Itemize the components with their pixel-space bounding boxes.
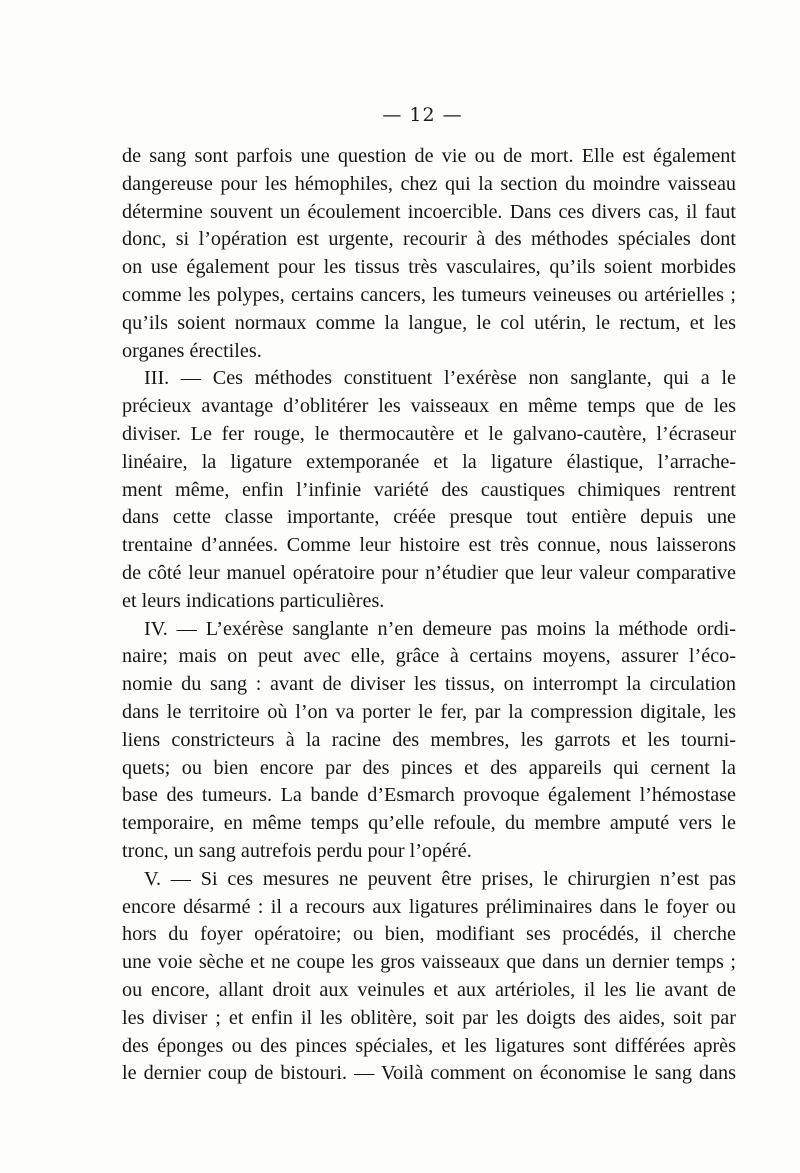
text-line: dans cette classe importante, créée presque tout entière depuis une <box>122 506 736 529</box>
text-line: III. — Ces méthodes constituent l’exérèse non sanglante, qui a le <box>144 367 736 390</box>
text-line: V. — Si ces mesures ne peuvent être prises, le chirurgien n’est pas <box>144 867 736 890</box>
text-line: nomie du sang : avant de diviser les tissus, on interrompt la circulation <box>122 673 736 696</box>
text-line: qu’ils soient normaux comme la langue, le col utérin, le rectum, et les <box>122 311 736 334</box>
text-line: le dernier coup de bistouri. — Voilà comment on économise le sang dans <box>122 1062 736 1085</box>
text-line: organes érectiles. <box>122 339 262 362</box>
text-line: dangereuse pour les hémophiles, chez qui la section du moindre vaisseau <box>122 172 736 195</box>
text-line: tronc, un sang autrefois perdu pour l’opéré. <box>122 839 472 862</box>
text-line: de côté leur manuel opératoire pour n’étudier que leur valeur comparative <box>122 561 736 584</box>
text-line: et leurs indications particulières. <box>122 589 385 612</box>
text-line: hors du foyer opératoire; ou bien, modifiant ses procédés, il cherche <box>122 923 736 946</box>
text-line: base des tumeurs. La bande d’Esmarch provoque également l’hémostase <box>122 784 736 807</box>
text-line: on use également pour les tissus très vasculaires, qu’ils soient morbides <box>122 256 736 279</box>
text-line: naire; mais on peut avec elle, grâce à certains moyens, assurer l’éco- <box>122 645 736 668</box>
text-line: des éponges ou des pinces spéciales, et les ligatures sont différées après <box>122 1034 736 1057</box>
text-line: diviser. Le fer rouge, le thermocautère et le galvano-cautère, l’écraseur <box>122 422 736 445</box>
text-line: de sang sont parfois une question de vie ou de mort. Elle est également <box>122 145 736 167</box>
paragraph-iii <box>122 365 736 615</box>
text-line: les diviser ; et enfin il les oblitère, soit par les doigts des aides, soit par <box>122 1006 736 1029</box>
text-line: ment même, enfin l’infinie variété des caustiques chimiques rentrent <box>122 478 736 501</box>
text-line: quets; ou bien encore par des pinces et des appareils qui cernent la <box>122 756 736 779</box>
text-line: précieux avantage d’oblitérer les vaisseaux en même temps que de les <box>122 395 736 418</box>
text-line: détermine souvent un écoulement incoercible. Dans ces divers cas, il faut <box>122 200 736 223</box>
text-line: dans le territoire où l’on va porter le fer, par la compression digitale, les <box>122 700 736 723</box>
text-line: temporaire, en même temps qu’elle refoule, du membre amputé vers le <box>122 812 736 835</box>
text-line: ou encore, allant droit aux veinules et aux artérioles, il les lie avant de <box>122 978 736 1001</box>
text-line: liens constricteurs à la racine des membres, les garrots et les tourni- <box>122 728 736 751</box>
text-line: trentaine d’années. Comme leur histoire est très connue, nous laisserons <box>122 534 736 557</box>
text-line: donc, si l’opération est urgente, recourir à des méthodes spéciales dont <box>122 228 736 251</box>
body-text <box>122 143 736 1088</box>
text-line: comme les polypes, certains cancers, les tumeurs veineuses ou artérielles ; <box>122 283 736 306</box>
text-line: une voie sèche et ne coupe les gros vaisseaux que dans un dernier temps ; <box>122 951 736 974</box>
paragraph-iv <box>122 616 736 866</box>
text-line: linéaire, la ligature extemporanée et la ligature élastique, l’arrache- <box>122 450 736 473</box>
page-number: — 12 — <box>382 104 463 126</box>
paragraph-v <box>122 866 736 1088</box>
text-line: IV. — L’exérèse sanglante n’en demeure pas moins la méthode ordi- <box>144 617 736 640</box>
text-line: encore désarmé : il a recours aux ligatures préliminaires dans le foyer ou <box>122 895 736 918</box>
paragraph-continuation <box>122 143 736 365</box>
